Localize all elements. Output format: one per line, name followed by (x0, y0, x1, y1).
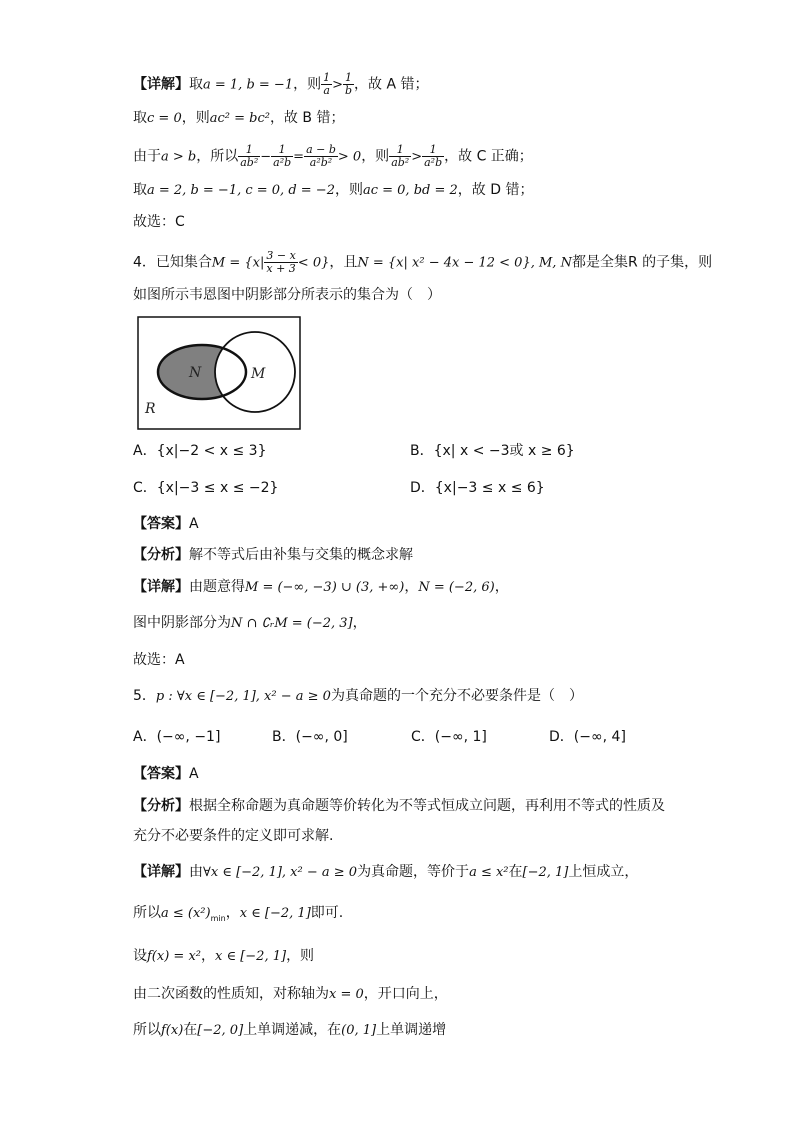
question-5 (133, 686, 583, 707)
analysis-5-line-2: 充分不必要条件的定义即可求解. (133, 828, 334, 844)
text: 由 (189, 864, 203, 880)
analysis-5 (133, 796, 665, 816)
text: 即可. (310, 905, 344, 921)
math: a > b (161, 149, 197, 165)
fraction: $\frac{1}{\text{a²b}}$ (424, 143, 443, 169)
text: ，则 (334, 182, 363, 198)
math: = (293, 149, 305, 165)
math: N = {x| x² − 4x − 12 < 0}, M, N (357, 255, 572, 271)
text: ， (201, 948, 215, 964)
math: > (411, 149, 423, 165)
text: ，故 A 错； (354, 76, 429, 93)
text: 取 (133, 110, 147, 126)
fraction: $\frac{1}{\text{ab²}}$ (240, 143, 259, 169)
answer-tag: 【答案】 (133, 766, 189, 782)
math: > 0 (337, 149, 362, 165)
detail-5 (133, 862, 638, 883)
math: N = (−2, 6) (418, 580, 495, 595)
selection-4: 故选：A (133, 652, 185, 668)
text: 上单调递减，在 (243, 1022, 342, 1038)
detail-tag: 【详解】 (133, 76, 189, 93)
fraction: $\frac{1}{b}$ (345, 71, 353, 97)
analysis-4 (133, 545, 413, 565)
math: [−2, 1] (522, 865, 569, 880)
text: 由题意得 (189, 579, 245, 595)
text: ，故 D 错； (457, 182, 534, 198)
text: ，开口向上， (363, 986, 448, 1002)
text: 上单调递增 (376, 1022, 447, 1038)
detail-4 (133, 577, 509, 598)
text: ， (494, 579, 509, 595)
line-detail-3 (133, 144, 533, 169)
fraction: $\frac{1}{a}$ (323, 71, 331, 97)
venn-diagram (137, 316, 303, 431)
fraction: $\frac{1}{\text{ab²}}$ (391, 143, 410, 169)
text: 所以 (133, 905, 161, 921)
fraction: $\frac{a - b}{\text{a²b²}}$ (306, 143, 336, 169)
question-4-line-2: 如图所示韦恩图中阴影部分所表示的集合为（ ） (133, 287, 441, 303)
math: M = {x| (211, 255, 265, 271)
text: 4．已知集合 (133, 254, 212, 271)
fraction: $\frac{1}{\text{a²b}}$ (273, 143, 292, 169)
math: x ∈ [−2, 1] (215, 949, 287, 964)
text: ，故 B 错； (269, 110, 345, 126)
text: 在 (508, 864, 523, 880)
line-detail-1 (133, 72, 429, 97)
option-c-q4: C．{x|−3 ≤ x ≤ −2} (133, 480, 279, 496)
text: ，且 (329, 254, 358, 271)
text: 为真命题的一个充分不必要条件是（ ） (330, 688, 583, 704)
text: 由二次函数的性质知，对称轴为 (133, 986, 329, 1002)
option-c-q5: C．(−∞, 1] (411, 729, 487, 745)
detail-tag: 【详解】 (133, 579, 189, 595)
math: x ∈ [−2, 1] (239, 906, 311, 921)
detail-5-line-4 (133, 984, 448, 1005)
text: 所以 (133, 1022, 161, 1038)
selection-3: 故选：C (133, 214, 185, 230)
text: ，则 (361, 148, 390, 165)
text: ， (404, 579, 419, 595)
option-d-q4: D．{x|−3 ≤ x ≤ 6} (410, 480, 545, 496)
math: (0, 1] (341, 1023, 377, 1038)
math: f(x) = x² (147, 949, 201, 964)
math: M = (−∞, −3) ∪ (3, +∞) (245, 580, 405, 595)
text: 设 (133, 948, 147, 964)
math: a = 1, b = −1 (203, 77, 294, 93)
question-4 (133, 250, 712, 275)
label-n: N (189, 365, 202, 381)
line-detail-4 (133, 180, 533, 201)
answer-value: A (189, 516, 199, 532)
text: ，所以 (196, 148, 239, 165)
answer-value: A (189, 766, 199, 782)
option-b-q4: B．{x| x < −3或 x ≥ 6} (410, 443, 575, 459)
analysis-text: 根据全称命题为真命题等价转化为不等式恒成立问题，再利用不等式的性质及 (189, 798, 665, 814)
detail-5-line-3 (133, 946, 314, 967)
analysis-tag: 【分析】 (133, 547, 189, 563)
text: 由于 (133, 148, 161, 165)
text: ，则 (286, 948, 315, 964)
text: ， (225, 905, 240, 921)
math: x = 0 (329, 987, 364, 1002)
label-m: M (251, 366, 266, 382)
math: [−2, 0] (197, 1023, 244, 1038)
text: ，故 C 正确； (444, 148, 533, 165)
text: 图中阴影部分为 (133, 615, 231, 631)
math: a = 2, b = −1, c = 0, d = −2 (147, 183, 335, 198)
option-a-q4: A．{x|−2 < x ≤ 3} (133, 443, 267, 459)
math: ∀x ∈ [−2, 1], x² − a ≥ 0 (203, 865, 358, 880)
answer-tag: 【答案】 (133, 516, 189, 532)
text: ， (352, 615, 367, 631)
math: c = 0 (147, 111, 182, 126)
math: a ≤ x² (469, 865, 509, 880)
option-a-q5: A．(−∞, −1] (133, 729, 221, 745)
text: ，则 (293, 76, 322, 93)
text: 为真命题，等价于 (357, 864, 470, 880)
label-r: R (145, 401, 156, 417)
subscript: min (210, 913, 226, 923)
answer-4 (133, 514, 199, 534)
math: − (260, 149, 272, 165)
math: < 0} (297, 255, 330, 271)
fraction: $\frac{3 - x}{x + 3}$ (266, 249, 296, 275)
math: N ∩ ∁ᵣM = (−2, 3] (231, 616, 353, 631)
text: 上恒成立， (568, 864, 639, 880)
text: ，则 (181, 110, 210, 126)
math: > (332, 77, 343, 93)
detail-tag: 【详解】 (133, 864, 189, 880)
option-b-q5: B．(−∞, 0] (272, 729, 348, 745)
analysis-text: 解不等式后由补集与交集的概念求解 (189, 547, 413, 563)
math: p : ∀x ∈ [−2, 1], x² − a ≥ 0 (155, 689, 331, 704)
detail-4-line-2 (133, 613, 367, 634)
text: 在 (183, 1022, 198, 1038)
text: 取 (133, 182, 147, 198)
text: 取 (189, 76, 203, 93)
text: 都是全集R 的子集，则 (571, 254, 713, 271)
answer-5 (133, 764, 199, 784)
math: ac = 0, bd = 2 (362, 183, 458, 198)
line-detail-2 (133, 108, 344, 129)
math: a ≤ (x²) (161, 906, 211, 921)
math: ac² = bc² (209, 111, 270, 126)
text: 5． (133, 688, 156, 704)
option-d-q5: D．(−∞, 4] (549, 729, 626, 745)
math: f(x) (161, 1023, 184, 1038)
analysis-tag: 【分析】 (133, 798, 189, 814)
detail-5-line-2 (133, 903, 343, 929)
detail-5-line-5 (133, 1020, 446, 1041)
